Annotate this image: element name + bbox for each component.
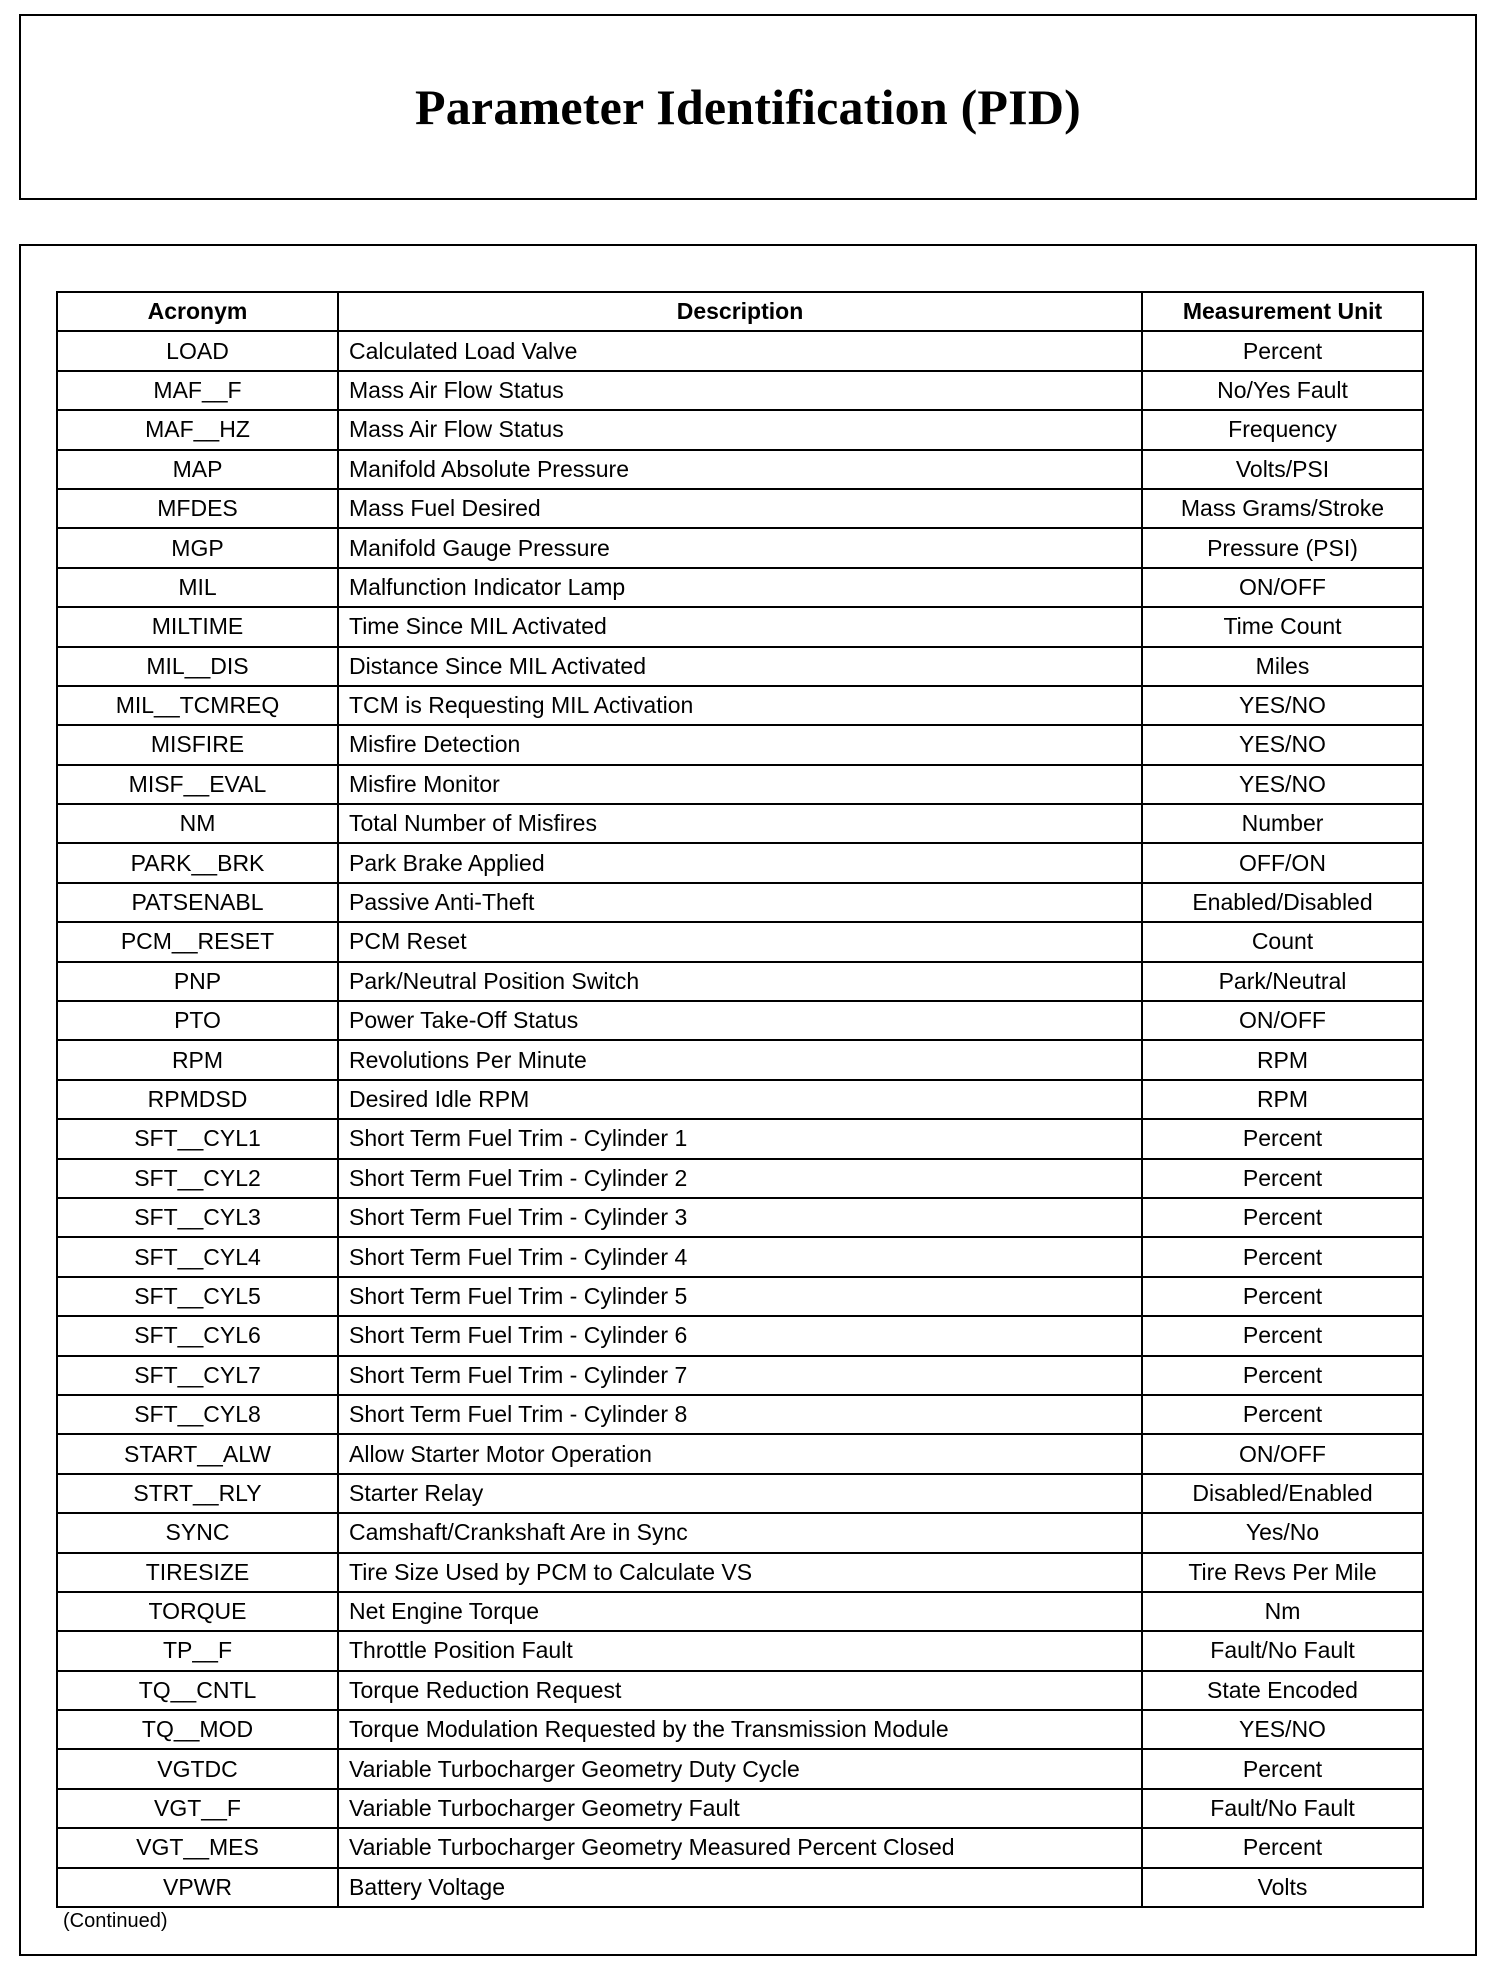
table-row bbox=[57, 1198, 1423, 1237]
acronym-cell: START__ALW bbox=[57, 1434, 338, 1473]
acronym-cell: SFT__CYL3 bbox=[57, 1198, 338, 1237]
unit-cell: Fault/No Fault bbox=[1142, 1789, 1423, 1828]
unit-cell: Yes/No bbox=[1142, 1513, 1423, 1552]
description-cell: Net Engine Torque bbox=[338, 1592, 1142, 1631]
table-row bbox=[57, 1356, 1423, 1395]
table-row bbox=[57, 883, 1423, 922]
table-row bbox=[57, 1553, 1423, 1592]
table-row bbox=[57, 371, 1423, 410]
acronym-cell: MAF__HZ bbox=[57, 410, 338, 449]
table-row bbox=[57, 410, 1423, 449]
description-cell: Misfire Monitor bbox=[338, 765, 1142, 804]
pid-table bbox=[56, 291, 1424, 1908]
description-cell: Time Since MIL Activated bbox=[338, 607, 1142, 646]
table-row bbox=[57, 1592, 1423, 1631]
acronym-cell: RPM bbox=[57, 1040, 338, 1079]
table-row bbox=[57, 686, 1423, 725]
unit-cell: Percent bbox=[1142, 1277, 1423, 1316]
header-description: Description bbox=[338, 292, 1142, 331]
unit-cell: YES/NO bbox=[1142, 686, 1423, 725]
unit-cell: Percent bbox=[1142, 1828, 1423, 1867]
description-cell: Revolutions Per Minute bbox=[338, 1040, 1142, 1079]
description-cell: PCM Reset bbox=[338, 922, 1142, 961]
description-cell: Short Term Fuel Trim - Cylinder 8 bbox=[338, 1395, 1142, 1434]
description-cell: Short Term Fuel Trim - Cylinder 4 bbox=[338, 1237, 1142, 1276]
description-cell: Misfire Detection bbox=[338, 725, 1142, 764]
description-cell: Park Brake Applied bbox=[338, 843, 1142, 882]
acronym-cell: MIL__DIS bbox=[57, 647, 338, 686]
table-row bbox=[57, 489, 1423, 528]
unit-cell: ON/OFF bbox=[1142, 1001, 1423, 1040]
acronym-cell: MAF__F bbox=[57, 371, 338, 410]
description-cell: Short Term Fuel Trim - Cylinder 1 bbox=[338, 1119, 1142, 1158]
acronym-cell: TORQUE bbox=[57, 1592, 338, 1631]
acronym-cell: SFT__CYL4 bbox=[57, 1237, 338, 1276]
acronym-cell: PCM__RESET bbox=[57, 922, 338, 961]
unit-cell: OFF/ON bbox=[1142, 843, 1423, 882]
acronym-cell: PATSENABL bbox=[57, 883, 338, 922]
unit-cell: Percent bbox=[1142, 1198, 1423, 1237]
acronym-cell: TQ__CNTL bbox=[57, 1671, 338, 1710]
acronym-cell: VGT__F bbox=[57, 1789, 338, 1828]
acronym-cell: TQ__MOD bbox=[57, 1710, 338, 1749]
unit-cell: Pressure (PSI) bbox=[1142, 528, 1423, 567]
acronym-cell: RPMDSD bbox=[57, 1080, 338, 1119]
table-row bbox=[57, 1828, 1423, 1867]
description-cell: Throttle Position Fault bbox=[338, 1631, 1142, 1670]
description-cell: TCM is Requesting MIL Activation bbox=[338, 686, 1142, 725]
table-row bbox=[57, 647, 1423, 686]
acronym-cell: PNP bbox=[57, 962, 338, 1001]
acronym-cell: VPWR bbox=[57, 1868, 338, 1907]
table-row bbox=[57, 331, 1423, 370]
table-row bbox=[57, 1395, 1423, 1434]
description-cell: Torque Reduction Request bbox=[338, 1671, 1142, 1710]
table-row bbox=[57, 528, 1423, 567]
table-row bbox=[57, 725, 1423, 764]
acronym-cell: VGTDC bbox=[57, 1749, 338, 1788]
table-row bbox=[57, 568, 1423, 607]
table-header-row bbox=[57, 292, 1423, 331]
description-cell: Starter Relay bbox=[338, 1474, 1142, 1513]
acronym-cell: SFT__CYL2 bbox=[57, 1159, 338, 1198]
table-row bbox=[57, 765, 1423, 804]
description-cell: Calculated Load Valve bbox=[338, 331, 1142, 370]
table-row bbox=[57, 843, 1423, 882]
header-measurement-unit: Measurement Unit bbox=[1142, 292, 1423, 331]
description-cell: Manifold Absolute Pressure bbox=[338, 450, 1142, 489]
description-cell: Mass Fuel Desired bbox=[338, 489, 1142, 528]
unit-cell: ON/OFF bbox=[1142, 568, 1423, 607]
description-cell: Manifold Gauge Pressure bbox=[338, 528, 1142, 567]
description-cell: Short Term Fuel Trim - Cylinder 6 bbox=[338, 1316, 1142, 1355]
description-cell: Torque Modulation Requested by the Transmission Module bbox=[338, 1710, 1142, 1749]
unit-cell: Count bbox=[1142, 922, 1423, 961]
table-body bbox=[57, 331, 1423, 1907]
acronym-cell: SYNC bbox=[57, 1513, 338, 1552]
table-row bbox=[57, 1749, 1423, 1788]
table-row bbox=[57, 607, 1423, 646]
table-row bbox=[57, 1868, 1423, 1907]
table-row bbox=[57, 1513, 1423, 1552]
table-row bbox=[57, 1001, 1423, 1040]
description-cell: Tire Size Used by PCM to Calculate VS bbox=[338, 1553, 1142, 1592]
acronym-cell: SFT__CYL7 bbox=[57, 1356, 338, 1395]
unit-cell: YES/NO bbox=[1142, 725, 1423, 764]
unit-cell: ON/OFF bbox=[1142, 1434, 1423, 1473]
unit-cell: Disabled/Enabled bbox=[1142, 1474, 1423, 1513]
acronym-cell: MIL__TCMREQ bbox=[57, 686, 338, 725]
header-acronym: Acronym bbox=[57, 292, 338, 331]
table-row bbox=[57, 804, 1423, 843]
table-row bbox=[57, 1119, 1423, 1158]
unit-cell: Percent bbox=[1142, 1159, 1423, 1198]
unit-cell: Fault/No Fault bbox=[1142, 1631, 1423, 1670]
unit-cell: Percent bbox=[1142, 1356, 1423, 1395]
table-row bbox=[57, 1277, 1423, 1316]
acronym-cell: NM bbox=[57, 804, 338, 843]
acronym-cell: MISF__EVAL bbox=[57, 765, 338, 804]
unit-cell: Number bbox=[1142, 804, 1423, 843]
unit-cell: Nm bbox=[1142, 1592, 1423, 1631]
unit-cell: Percent bbox=[1142, 331, 1423, 370]
unit-cell: Miles bbox=[1142, 647, 1423, 686]
unit-cell: YES/NO bbox=[1142, 765, 1423, 804]
title-box bbox=[19, 14, 1477, 200]
unit-cell: Volts/PSI bbox=[1142, 450, 1423, 489]
unit-cell: State Encoded bbox=[1142, 1671, 1423, 1710]
acronym-cell: LOAD bbox=[57, 331, 338, 370]
acronym-cell: SFT__CYL6 bbox=[57, 1316, 338, 1355]
description-cell: Short Term Fuel Trim - Cylinder 7 bbox=[338, 1356, 1142, 1395]
unit-cell: YES/NO bbox=[1142, 1710, 1423, 1749]
table-row bbox=[57, 1316, 1423, 1355]
table-row bbox=[57, 1710, 1423, 1749]
unit-cell: Enabled/Disabled bbox=[1142, 883, 1423, 922]
acronym-cell: MFDES bbox=[57, 489, 338, 528]
acronym-cell: SFT__CYL5 bbox=[57, 1277, 338, 1316]
table-row bbox=[57, 962, 1423, 1001]
description-cell: Short Term Fuel Trim - Cylinder 5 bbox=[338, 1277, 1142, 1316]
table-row bbox=[57, 1631, 1423, 1670]
unit-cell: Percent bbox=[1142, 1316, 1423, 1355]
unit-cell: Percent bbox=[1142, 1749, 1423, 1788]
unit-cell: Time Count bbox=[1142, 607, 1423, 646]
description-cell: Malfunction Indicator Lamp bbox=[338, 568, 1142, 607]
table-row bbox=[57, 1159, 1423, 1198]
unit-cell: RPM bbox=[1142, 1040, 1423, 1079]
unit-cell: Volts bbox=[1142, 1868, 1423, 1907]
description-cell: Park/Neutral Position Switch bbox=[338, 962, 1142, 1001]
unit-cell: Percent bbox=[1142, 1395, 1423, 1434]
unit-cell: Mass Grams/Stroke bbox=[1142, 489, 1423, 528]
acronym-cell: MIL bbox=[57, 568, 338, 607]
unit-cell: Percent bbox=[1142, 1119, 1423, 1158]
table-box bbox=[19, 244, 1477, 1956]
description-cell: Variable Turbocharger Geometry Measured Percent Closed bbox=[338, 1828, 1142, 1867]
unit-cell: Frequency bbox=[1142, 410, 1423, 449]
continued-note: (Continued) bbox=[63, 1910, 168, 1932]
description-cell: Allow Starter Motor Operation bbox=[338, 1434, 1142, 1473]
description-cell: Passive Anti-Theft bbox=[338, 883, 1142, 922]
description-cell: Variable Turbocharger Geometry Duty Cycle bbox=[338, 1749, 1142, 1788]
page-title: Parameter Identification (PID) bbox=[414, 79, 1081, 135]
description-cell: Total Number of Misfires bbox=[338, 804, 1142, 843]
description-cell: Distance Since MIL Activated bbox=[338, 647, 1142, 686]
description-cell: Short Term Fuel Trim - Cylinder 2 bbox=[338, 1159, 1142, 1198]
description-cell: Desired Idle RPM bbox=[338, 1080, 1142, 1119]
table-row bbox=[57, 922, 1423, 961]
table-row bbox=[57, 1080, 1423, 1119]
description-cell: Mass Air Flow Status bbox=[338, 410, 1142, 449]
description-cell: Battery Voltage bbox=[338, 1868, 1142, 1907]
table-row bbox=[57, 1434, 1423, 1473]
acronym-cell: STRT__RLY bbox=[57, 1474, 338, 1513]
table-row bbox=[57, 450, 1423, 489]
acronym-cell: MILTIME bbox=[57, 607, 338, 646]
unit-cell: Percent bbox=[1142, 1237, 1423, 1276]
table-row bbox=[57, 1671, 1423, 1710]
acronym-cell: MAP bbox=[57, 450, 338, 489]
table-row bbox=[57, 1474, 1423, 1513]
acronym-cell: VGT__MES bbox=[57, 1828, 338, 1867]
table-row bbox=[57, 1237, 1423, 1276]
description-cell: Power Take-Off Status bbox=[338, 1001, 1142, 1040]
unit-cell: No/Yes Fault bbox=[1142, 371, 1423, 410]
acronym-cell: MISFIRE bbox=[57, 725, 338, 764]
acronym-cell: SFT__CYL1 bbox=[57, 1119, 338, 1158]
description-cell: Mass Air Flow Status bbox=[338, 371, 1142, 410]
table-row bbox=[57, 1789, 1423, 1828]
acronym-cell: MGP bbox=[57, 528, 338, 567]
unit-cell: RPM bbox=[1142, 1080, 1423, 1119]
acronym-cell: SFT__CYL8 bbox=[57, 1395, 338, 1434]
table-row bbox=[57, 1040, 1423, 1079]
description-cell: Short Term Fuel Trim - Cylinder 3 bbox=[338, 1198, 1142, 1237]
acronym-cell: TIRESIZE bbox=[57, 1553, 338, 1592]
acronym-cell: PARK__BRK bbox=[57, 843, 338, 882]
description-cell: Camshaft/Crankshaft Are in Sync bbox=[338, 1513, 1142, 1552]
unit-cell: Park/Neutral bbox=[1142, 962, 1423, 1001]
acronym-cell: TP__F bbox=[57, 1631, 338, 1670]
unit-cell: Tire Revs Per Mile bbox=[1142, 1553, 1423, 1592]
description-cell: Variable Turbocharger Geometry Fault bbox=[338, 1789, 1142, 1828]
acronym-cell: PTO bbox=[57, 1001, 338, 1040]
